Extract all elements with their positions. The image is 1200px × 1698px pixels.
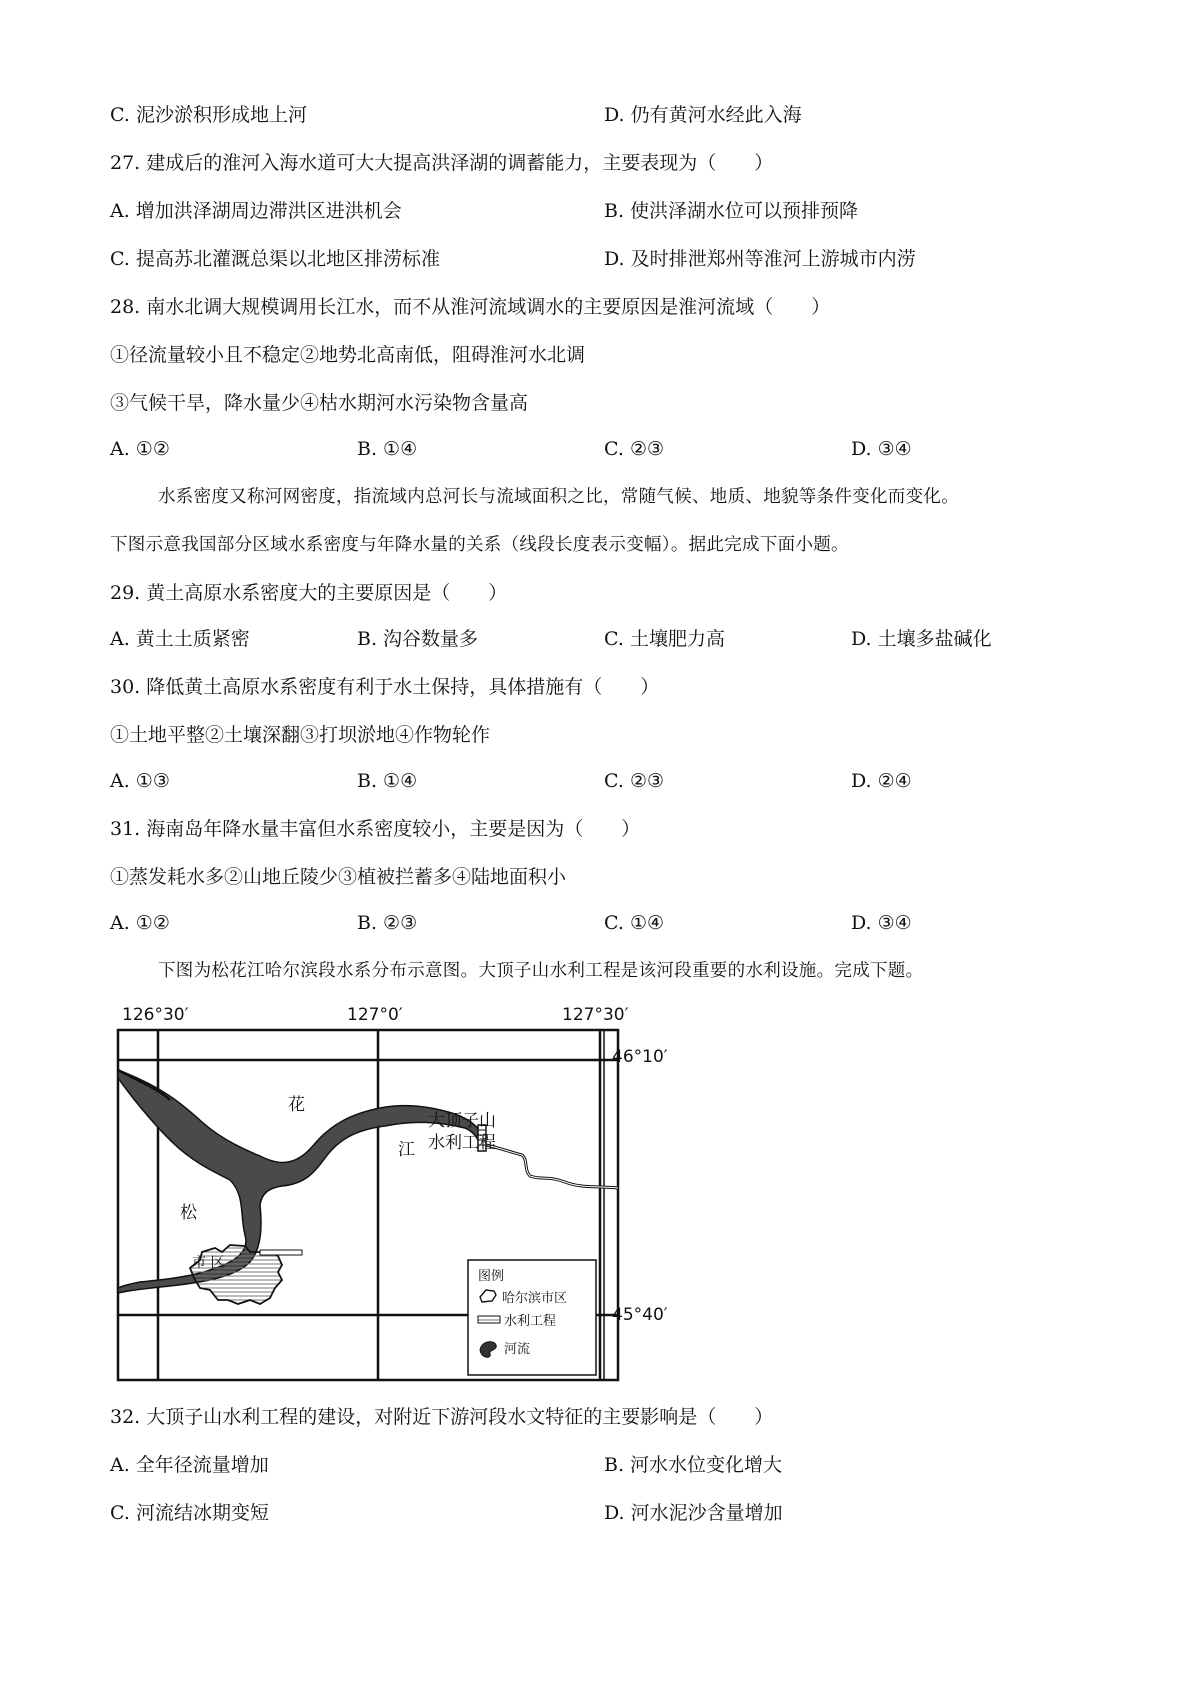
q29-option-c: C. 土壤肥力高: [604, 628, 725, 650]
q27-stem: 27. 建成后的淮河入海水道可大大提高洪泽湖的调蓄能力，主要表现为（ ）: [110, 152, 774, 174]
q30-option-a: A. ①③: [110, 770, 170, 792]
lat-label-46-10: 46°10′: [612, 1047, 668, 1067]
q32-option-a: A. 全年径流量增加: [110, 1454, 269, 1476]
river-label-hua: 花: [288, 1095, 305, 1115]
q31-option-a: A. ①②: [110, 912, 170, 934]
q27-option-b: B. 使洪泽湖水位可以预排预降: [604, 200, 859, 222]
legend-city: 哈尔滨市区: [502, 1291, 568, 1306]
legend-title: 图例: [478, 1269, 505, 1284]
legend-project-icon: [478, 1316, 500, 1323]
q32-stem: 32. 大顶子山水利工程的建设，对附近下游河段水文特征的主要影响是（ ）: [110, 1406, 774, 1428]
q30-statements: ①土地平整②土壤深翻③打坝淤地④作物轮作: [110, 724, 491, 746]
q29-stem: 29. 黄土高原水系密度大的主要原因是（ ）: [110, 582, 508, 604]
q28-statements-1: ①径流量较小且不稳定②地势北高南低，阻碍淮河水北调: [110, 344, 586, 366]
project-label-line1: 大顶子山: [428, 1111, 496, 1131]
map-legend: [468, 1260, 596, 1375]
passage1-line1: 水系密度又称河网密度，指流域内总河长与流域面积之比，常随气候、地质、地貌等条件变化而变化。: [158, 487, 959, 507]
passage1-line2: 下图示意我国部分区域水系密度与年降水量的关系（线段长度表示变幅）。据此完成下面小题。: [110, 535, 849, 555]
q26-option-c: C. 泥沙淤积形成地上河: [110, 104, 307, 126]
q27-option-a: A. 增加洪泽湖周边滞洪区进洪机会: [110, 200, 402, 222]
legend-project: 水利工程: [504, 1314, 557, 1329]
passage2-line1: 下图为松花江哈尔滨段水系分布示意图。大顶子山水利工程是该河段重要的水利设施。完成下题。: [158, 961, 924, 981]
q28-statements-2: ③气候干旱，降水量少④枯水期河水污染物含量高: [110, 392, 529, 414]
q32-option-d: D. 河水泥沙含量增加: [604, 1502, 783, 1524]
q28-option-d: D. ③④: [851, 438, 912, 460]
q32-option-c: C. 河流结冰期变短: [110, 1502, 269, 1524]
q30-option-d: D. ②④: [851, 770, 912, 792]
q26-option-d: D. 仍有黄河水经此入海: [604, 104, 802, 126]
songhua-river-map: [110, 990, 670, 1390]
river-label-jiang: 江: [398, 1140, 415, 1160]
q31-statements: ①蒸发耗水多②山地丘陵少③植被拦蓄多④陆地面积小: [110, 866, 567, 888]
lon-label-126-30: 126°30′: [122, 1005, 189, 1025]
q31-option-c: C. ①④: [604, 912, 665, 934]
q30-stem: 30. 降低黄土高原水系密度有利于水土保持，具体措施有（ ）: [110, 676, 660, 698]
q27-option-d: D. 及时排泄郑州等淮河上游城市内涝: [604, 248, 916, 270]
project-label-line2: 水利工程: [428, 1133, 496, 1153]
q32-option-b: B. 河水水位变化增大: [604, 1454, 783, 1476]
city-label: 市 区: [192, 1255, 225, 1271]
legend-river: 河流: [504, 1342, 531, 1357]
city-extension: [260, 1250, 302, 1255]
lat-label-45-40: 45°40′: [612, 1305, 668, 1325]
q31-option-d: D. ③④: [851, 912, 912, 934]
q28-option-a: A. ①②: [110, 438, 170, 460]
q31-stem: 31. 海南岛年降水量丰富但水系密度较小，主要是因为（ ）: [110, 818, 641, 840]
q29-option-b: B. 沟谷数量多: [357, 628, 479, 650]
lon-label-127-0: 127°0′: [347, 1005, 403, 1025]
q28-option-c: C. ②③: [604, 438, 665, 460]
songhua-river-downstream: [486, 1145, 618, 1188]
q27-option-c: C. 提高苏北灌溉总渠以北地区排涝标准: [110, 248, 440, 270]
q29-option-d: D. 土壤多盐碱化: [851, 628, 992, 650]
q28-stem: 28. 南水北调大规模调用长江水，而不从淮河流域调水的主要原因是淮河流域（ ）: [110, 296, 831, 318]
river-label-song: 松: [180, 1203, 197, 1223]
q29-option-a: A. 黄土土质紧密: [110, 628, 250, 650]
q30-option-b: B. ①④: [357, 770, 418, 792]
q28-option-b: B. ①④: [357, 438, 418, 460]
q31-option-b: B. ②③: [357, 912, 418, 934]
lon-label-127-30: 127°30′: [562, 1005, 629, 1025]
q30-option-c: C. ②③: [604, 770, 665, 792]
